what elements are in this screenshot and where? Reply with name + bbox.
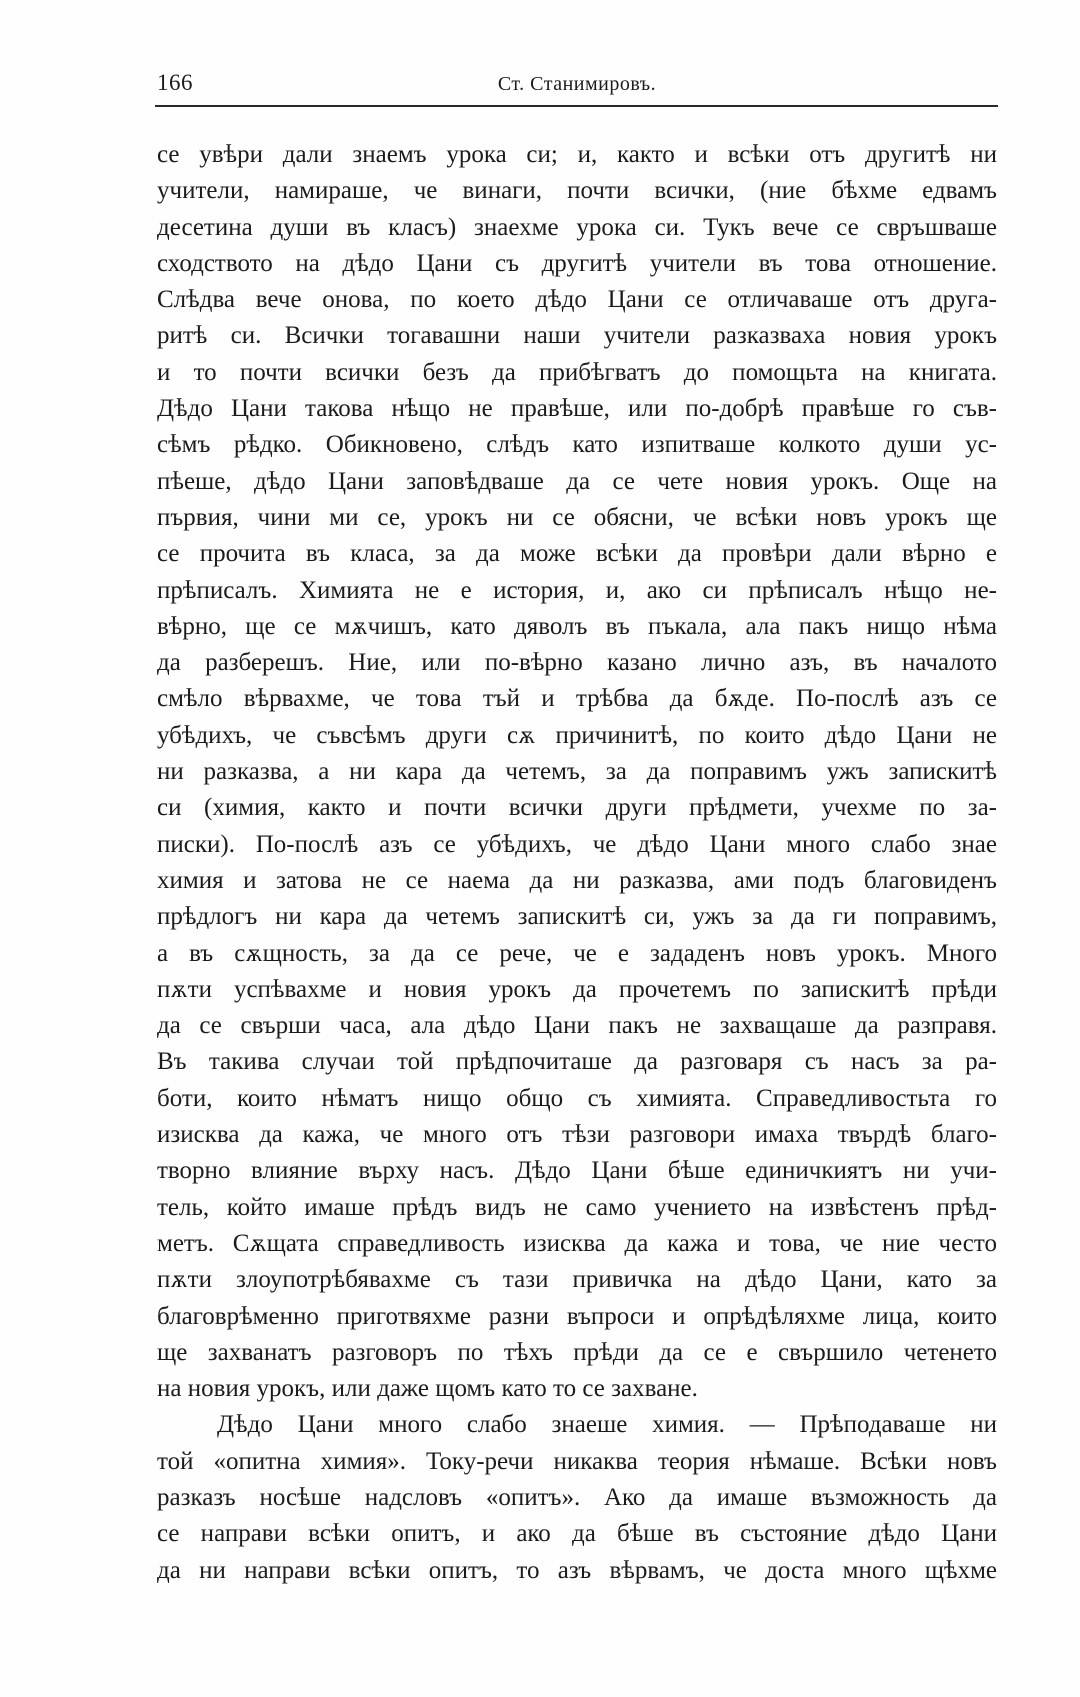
text-line: благоврѣменно приготвяхме разни въпроси и опрѣдѣляхме лица, които [157, 1302, 997, 1330]
text-line: писки). По-послѣ азъ се убѣдихъ, че дѣдо Цани много слабо знае [157, 830, 997, 858]
text-line: да разберешъ. Ние, или по-вѣрно казано лично азъ, въ началото [157, 649, 997, 677]
text-line: първия, чини ми се, урокъ ни се обясни, че всѣки новъ урокъ ще [157, 503, 997, 531]
running-head: Ст. Станимировъ. [497, 73, 657, 95]
text-line: метъ. Сѫщата справедливость изисква да кажа и това, че ние често [157, 1229, 997, 1257]
header-rule [155, 105, 998, 107]
text-line: убѣдихъ, че съвсѣмъ други сѫ причинитѣ, по които дѣдо Цани не [157, 721, 997, 749]
text-line: на новия урокъ, или даже щомъ като то се захване. [157, 1375, 698, 1403]
text-line: се прочита въ класа, за да може всѣки да провѣри дали вѣрно е [157, 540, 997, 568]
text-line: химия и затова не се наема да ни разказва, ами подъ благовиденъ [157, 866, 997, 894]
text-line: прѣписалъ. Химията не е история, и, ако си прѣписалъ нѣщо не- [157, 576, 997, 604]
text-line: и то почти всички безъ да прибѣгватъ до помощьта на книгата. [157, 358, 997, 386]
text-line: ни разказва, а ни кара да четемъ, за да поправимъ ужъ запискитѣ [157, 758, 997, 786]
text-line: ще захванатъ разговоръ по тѣхъ прѣди да се е свършило четенето [157, 1338, 997, 1366]
page-header [157, 70, 997, 110]
text-line: пѣеше, дѣдо Цани заповѣдваше да се чете новия урокъ. Още на [157, 467, 997, 495]
text-line: учители, намираше, че винаги, почти всички, (ние бѣхме едвамъ [157, 177, 997, 205]
text-line: Въ такива случаи той прѣдпочиташе да разговаря съ насъ за ра- [157, 1048, 997, 1076]
text-line: Слѣдва вече онова, по което дѣдо Цани се отличаваше отъ друга- [157, 286, 997, 314]
text-line: Дѣдо Цани много слабо знаеше химия. — Прѣподаваше ни [217, 1411, 997, 1439]
text-line: боти, които нѣматъ нищо общо съ химията. Справедливостьта го [157, 1084, 997, 1112]
text-line: смѣло вѣрвахме, че това тъй и трѣбва да бѫде. По-послѣ азъ се [157, 685, 997, 713]
text-line: пѫти злоупотрѣбявахме съ тази привичка на дѣдо Цани, като за [157, 1266, 997, 1294]
text-line: да ни направи всѣки опитъ, то азъ вѣрвамъ, че доста много щѣхме [157, 1556, 997, 1584]
text-line: се увѣри дали знаемъ урока си; и, както и всѣки отъ другитѣ ни [157, 141, 997, 168]
text-line: се направи всѣки опитъ, и ако да бѣше въ състояние дѣдо Цани [157, 1520, 997, 1548]
text-line: той «опитна химия». Току-речи никаква теория нѣмаше. Всѣки новъ [157, 1447, 997, 1475]
text-line: Дѣдо Цани такова нѣщо не правѣше, или по-добрѣ правѣше го съв- [157, 395, 997, 423]
text-line: десетина души въ класъ) знаехме урока си. Тукъ вече се свръшваше [157, 213, 997, 241]
text-line: творно влияние върху насъ. Дѣдо Цани бѣше единичкиятъ ни учи- [157, 1157, 997, 1185]
text-line: ритѣ си. Всички тогавашни наши учители разказваха новия урокъ [157, 322, 997, 350]
text-line: прѣдлогъ ни кара да четемъ запискитѣ си, ужъ за да ги поправимъ, [157, 903, 997, 931]
text-line: да се свърши часа, ала дѣдо Цани пакъ не захващаше да разправя. [157, 1012, 997, 1040]
text-line: тель, който имаше прѣдъ видъ не само учението на извѣстенъ прѣд- [157, 1193, 997, 1221]
text-line: пѫти успѣвахме и новия урокъ да прочетемъ по запискитѣ прѣди [157, 975, 997, 1003]
body-text [157, 137, 997, 1589]
page-number: 166 [157, 70, 193, 95]
text-line: а въ сѫщность, за да се рече, че е зададенъ новъ урокъ. Много [157, 939, 997, 967]
text-line: вѣрно, ще се мѫчишъ, като дяволъ въ пъкала, ала пакъ нищо нѣма [157, 612, 997, 640]
text-line: си (химия, както и почти всички други прѣдмети, учехме по за- [157, 794, 997, 822]
text-line: разказъ носѣше надсловъ «опитъ». Ако да имаше възможность да [157, 1483, 997, 1511]
text-line: изисква да кажа, че много отъ тѣзи разговори имаха твърдѣ благо- [157, 1121, 997, 1149]
text-line: сѣмъ рѣдко. Обикновено, слѣдъ като изпитваше колкото души ус- [157, 431, 997, 459]
text-line: сходството на дѣдо Цани съ другитѣ учители въ това отношение. [157, 249, 997, 277]
